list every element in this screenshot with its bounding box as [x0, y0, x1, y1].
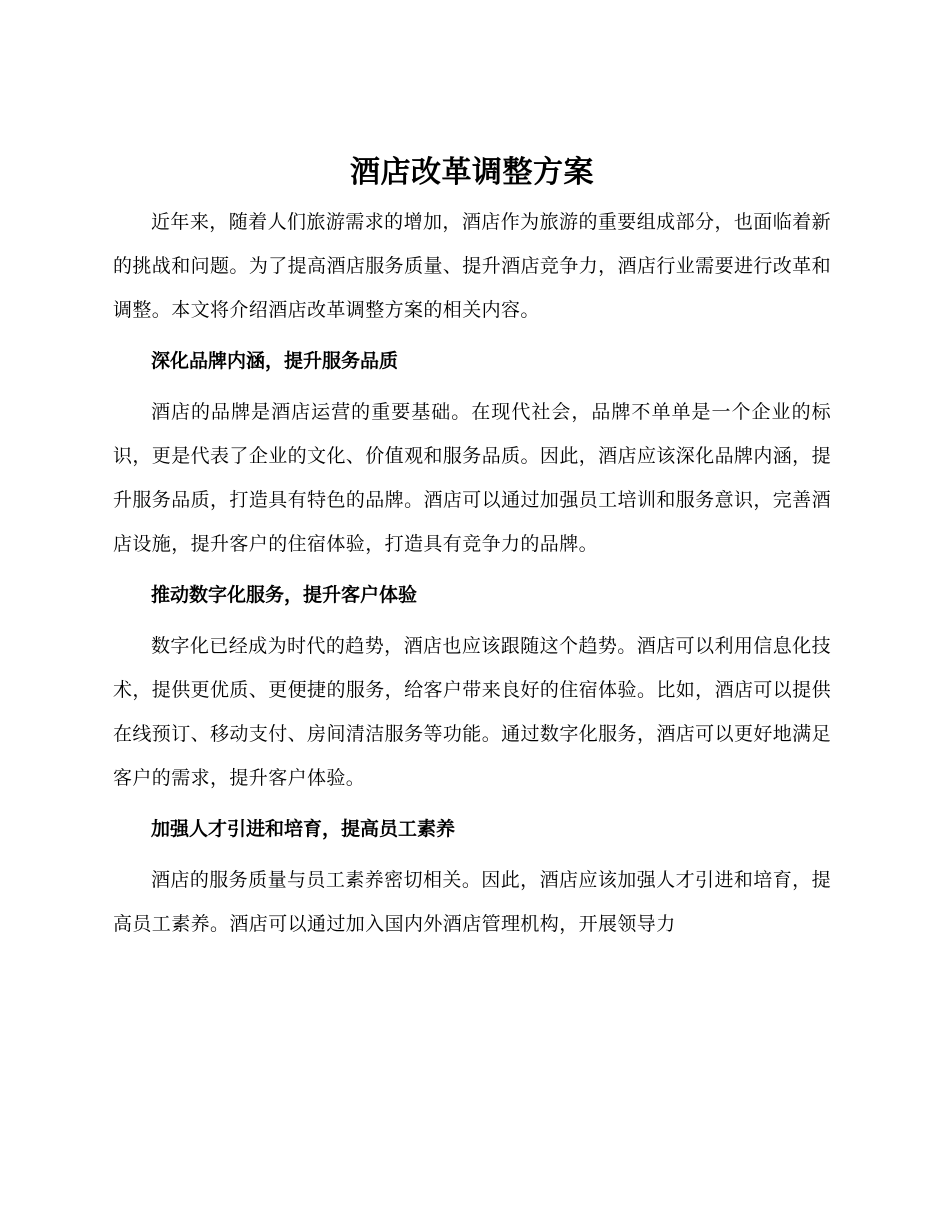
document-page: [113, 150, 831, 946]
section-heading-talent: 加强人才引进和培育，提高员工素养: [151, 818, 456, 840]
section-body-talent: 酒店的服务质量与员工素养密切相关。因此，酒店应该加强人才引进和培育，提高员工素养。酒店可以通过加入国内外酒店管理机构，开展领导力: [113, 869, 831, 935]
intro-paragraph: 近年来，随着人们旅游需求的增加，酒店作为旅游的重要组成部分，也面临着新的挑战和问题。为了提高酒店服务质量、提升酒店竞争力，酒店行业需要进行改革和调整。本文将介绍酒店改革调整方案的相关内容。: [113, 211, 831, 321]
section-body-brand: 酒店的品牌是酒店运营的重要基础。在现代社会，品牌不单单是一个企业的标识，更是代表了企业的文化、价值观和服务品质。因此，酒店应该深化品牌内涵，提升服务品质，打造具有特色的品牌。酒店可以通过加强员工培训和服务意识，完善酒店设施，提升客户的住宿体验，打造具有竞争力的品牌。: [113, 401, 831, 555]
section-body-digital: 数字化已经成为时代的趋势，酒店也应该跟随这个趋势。酒店可以利用信息化技术，提供更优质、更便捷的服务，给客户带来良好的住宿体验。比如，酒店可以提供在线预订、移动支付、房间清洁服务等功能。通过数字化服务，酒店可以更好地满足客户的需求，提升客户体验。: [113, 635, 831, 789]
section-heading-digital: 推动数字化服务，提升客户体验: [151, 584, 418, 606]
section-heading-brand: 深化品牌内涵，提升服务品质: [151, 350, 399, 372]
document-title: 酒店改革调整方案: [350, 155, 594, 190]
